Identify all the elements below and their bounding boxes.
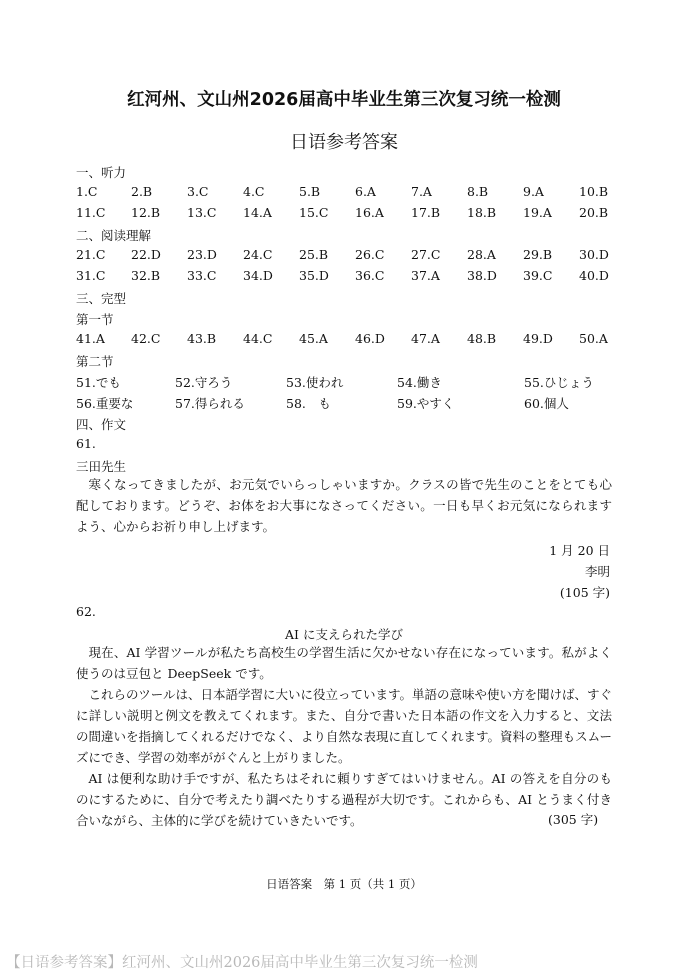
essay61-paragraph: 寒くなってきましたが、お元気でいらっしゃいますか。クラスの皆で先生のことをとても心配しております。どうぞ、お体をお大事になさってください。一日も早くお元気になられますよう、心からお祈り申し上げます。	[76, 477, 612, 534]
answer-item: 11.C	[76, 205, 106, 220]
answer-item: 12.B	[131, 205, 161, 220]
essay62-body	[76, 642, 612, 831]
answer-item: 26.C	[355, 247, 385, 262]
section-reading: 二、阅读理解	[76, 228, 152, 243]
section-listening: 一、听力	[76, 165, 127, 180]
answer-item: 40.D	[579, 268, 609, 283]
answer-item: 36.C	[355, 268, 385, 283]
answer-item: 3.C	[187, 184, 209, 199]
answer-item: 21.C	[76, 247, 106, 262]
answer-item: 29.B	[523, 247, 553, 262]
answer-item: 24.C	[243, 247, 273, 262]
answer-item: 2.B	[131, 184, 153, 199]
essay61-salutation: 三田先生	[76, 459, 127, 474]
answer-item: 17.B	[411, 205, 441, 220]
answer-item: 42.C	[131, 331, 161, 346]
essay62-paragraph: 現在、AI 学習ツールが私たち高校生の学習生活に欠かせない存在になっています。私がよく使うのは豆包と DeepSeek です。	[76, 645, 612, 681]
answer-key-title: 日语参考答案	[290, 132, 398, 153]
essay62-paragraph: これらのツールは、日本語学習に大いに役立っています。単語の意味や使い方を聞けば、すぐに詳しい説明と例文を教えてくれます。また、自分で書いた日本語の作文を入力すると、文法の間違いを指摘してくれるだけでなく、より自然な表現に直してくれます。資料の整理もスムーズにでき、学習の効率ががぐんと上がりました。	[76, 687, 613, 765]
essay62-paragraph: AI は便利な助け手ですが、私たちはそれに頼りすぎてはいけません。AI の答えを自分のものにするために、自分で考えたり調べたりする過程が大切です。これからも、AI とうまく付き合いながら、主体的に学びを続けていきたいです。	[76, 771, 612, 828]
answer-item: 50.A	[579, 331, 608, 346]
answer-item: 35.D	[299, 268, 329, 283]
answer-item: 41.A	[76, 331, 105, 346]
answer-item: 22.D	[131, 247, 161, 262]
answer-item: 60.個人	[524, 396, 569, 411]
essay62-number: 62.	[76, 604, 96, 619]
answer-item: 14.A	[243, 205, 272, 220]
answer-item: 37.A	[411, 268, 440, 283]
answer-item: 27.C	[411, 247, 441, 262]
answer-item: 46.D	[355, 331, 385, 346]
answer-item: 48.B	[467, 331, 497, 346]
answer-item: 39.C	[523, 268, 553, 283]
answer-item: 30.D	[579, 247, 609, 262]
answer-item: 56.重要な	[76, 396, 134, 411]
essay61-number: 61.	[76, 436, 96, 451]
answer-item: 16.A	[355, 205, 384, 220]
essay61-word-count: (105 字)	[559, 585, 610, 600]
essay62-title: AI に支えられた学び	[285, 627, 403, 642]
essay61-body	[76, 474, 612, 537]
essay62-word-count: (305 字)	[548, 812, 599, 827]
answer-item: 51.でも	[76, 375, 121, 390]
answer-item: 15.C	[299, 205, 329, 220]
answer-item: 9.A	[523, 184, 544, 199]
answer-item: 10.B	[579, 184, 609, 199]
answer-item: 38.D	[467, 268, 497, 283]
answer-item: 7.A	[411, 184, 432, 199]
answer-item: 58. も	[286, 396, 331, 411]
answer-item: 28.A	[467, 247, 496, 262]
answer-item: 47.A	[411, 331, 440, 346]
answer-item: 1.C	[76, 184, 98, 199]
answer-item: 13.C	[187, 205, 217, 220]
answer-item: 19.A	[523, 205, 552, 220]
answer-item: 52.守ろう	[175, 375, 233, 390]
answer-item: 8.B	[467, 184, 489, 199]
section-cloze: 三、完型	[76, 291, 127, 306]
answer-item: 45.A	[299, 331, 328, 346]
answer-item: 57.得られる	[175, 396, 245, 411]
answer-item: 25.B	[299, 247, 329, 262]
answer-item: 55.ひじょう	[524, 375, 594, 390]
answer-item: 43.B	[187, 331, 217, 346]
exam-title: 红河州、文山州2026届高中毕业生第三次复习统一检测	[127, 90, 561, 110]
answer-item: 23.D	[187, 247, 217, 262]
page-footer: 日语答案 第 1 页（共 1 页）	[266, 877, 422, 891]
watermark-text: 【日语参考答案】红河州、文山州2026届高中毕业生第三次复习统一检测	[6, 955, 478, 971]
essay61-date: 1 月 20 日	[549, 543, 610, 558]
answer-item: 33.C	[187, 268, 217, 283]
answer-item: 34.D	[243, 268, 273, 283]
answer-item: 32.B	[131, 268, 161, 283]
answer-item: 59.やすく	[397, 396, 455, 411]
section-cloze-part1: 第一节	[76, 312, 114, 327]
answer-item: 18.B	[467, 205, 497, 220]
answer-item: 44.C	[243, 331, 273, 346]
answer-item: 4.C	[243, 184, 265, 199]
answer-item: 53.使われ	[286, 375, 344, 390]
answer-item: 6.A	[355, 184, 376, 199]
answer-item: 5.B	[299, 184, 321, 199]
answer-item: 49.D	[523, 331, 553, 346]
answer-item: 31.C	[76, 268, 106, 283]
answer-item: 20.B	[579, 205, 609, 220]
section-writing: 四、作文	[76, 417, 127, 432]
section-cloze-part2: 第二节	[76, 354, 114, 369]
answer-item: 54.働き	[397, 375, 442, 390]
essay61-signature: 李明	[584, 564, 610, 579]
